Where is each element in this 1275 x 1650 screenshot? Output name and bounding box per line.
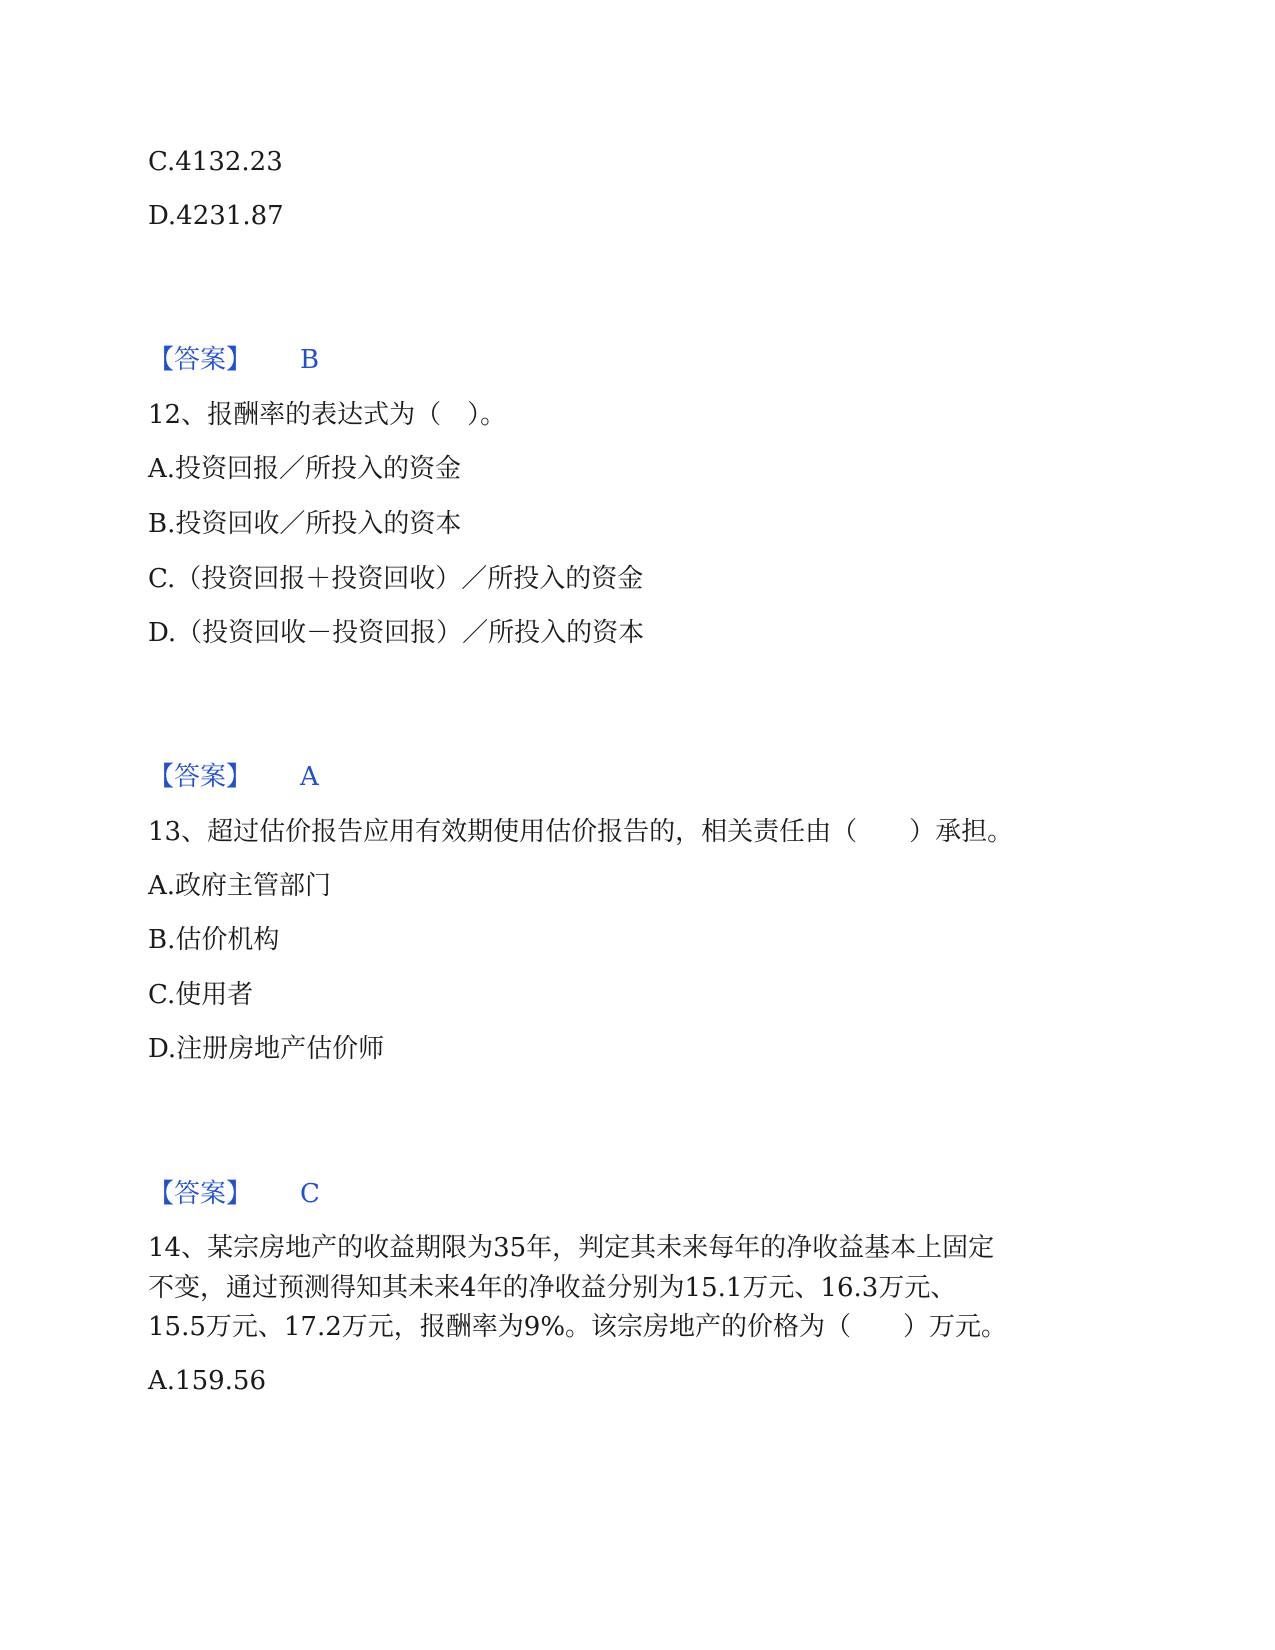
option-a: A.投资回报／所投入的资金 [148, 454, 462, 484]
question-13: 13、超过估价报告应用有效期使用估价报告的，相关责任由（ ）承担。 [148, 817, 1014, 847]
answer-value: A [300, 762, 319, 792]
question-14-line-1: 14、某宗房地产的收益期限为35年，判定其未来每年的净收益基本上固定 [148, 1233, 995, 1263]
option-a: A.政府主管部门 [148, 871, 332, 901]
question-14-line-3: 15.5万元、17.2万元，报酬率为9%。该宗房地产的价格为（ ）万元。 [148, 1312, 1008, 1342]
option-a: A.159.56 [148, 1366, 267, 1396]
option-d: D.注册房地产估价师 [148, 1034, 385, 1064]
option-c: C.（投资回报＋投资回收）／所投入的资金 [148, 564, 644, 594]
option-c: C.使用者 [148, 980, 254, 1010]
answer-value: C [300, 1179, 320, 1209]
option-b: B.投资回收／所投入的资本 [148, 509, 462, 539]
answer-label: 【答案】 [148, 762, 253, 792]
answer-row [148, 1176, 320, 1212]
answer-row [148, 342, 319, 378]
option-d: D.4231.87 [148, 201, 284, 231]
answer-label: 【答案】 [148, 1179, 253, 1209]
question-14-line-2: 不变，通过预测得知其未来4年的净收益分别为15.1万元、16.3万元、 [148, 1273, 957, 1303]
option-b: B.估价机构 [148, 925, 280, 955]
question-12: 12、报酬率的表达式为（ ）。 [148, 400, 507, 430]
answer-row [148, 759, 319, 795]
answer-label: 【答案】 [148, 345, 253, 375]
option-c: C.4132.23 [148, 147, 283, 177]
option-d: D.（投资回收－投资回报）／所投入的资本 [148, 618, 645, 648]
answer-value: B [300, 345, 320, 375]
